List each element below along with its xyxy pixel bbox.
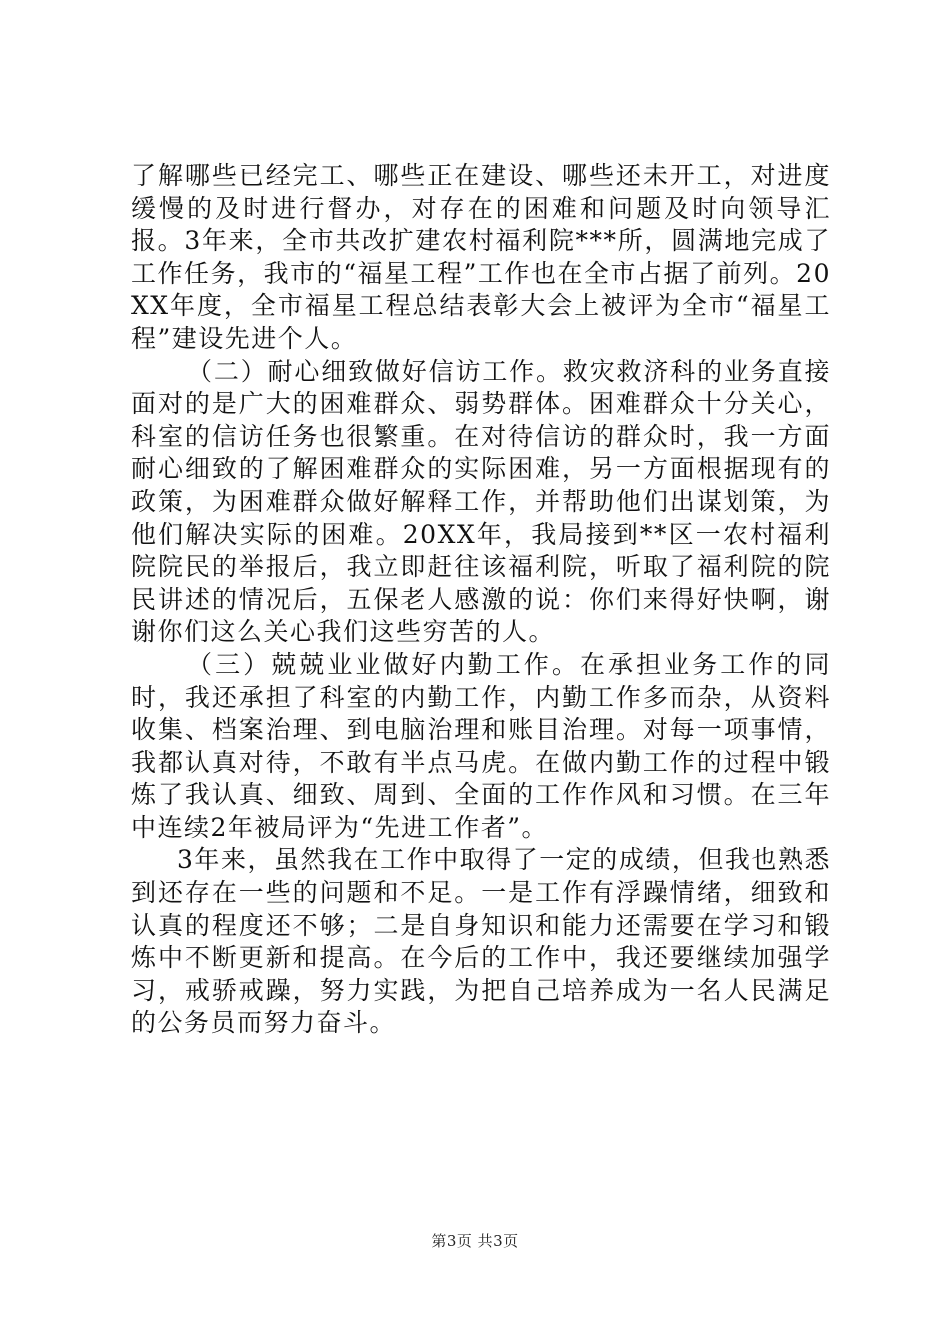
page-number-footer: 第3页 共3页 <box>431 1232 519 1250</box>
paragraph-summary: 3年来，虽然我在工作中取得了一定的成绩，但我也熟悉到还存在一些的问题和不足。一是工作有浮躁情绪，细致和认真的程度还不够；二是自身知识和能力还需要在学习和锻炼中不断更新和提高。在今后的工作中，我还要继续加强学习，戒骄戒躁，努力实践，为把自己培养成为一名人民满足的公务员而努力奋斗。 <box>131 845 831 1038</box>
paragraph-continuation: 了解哪些已经完工、哪些正在建设、哪些还未开工，对进度缓慢的及时进行督办，对存在的困难和问题及时向领导汇报。3年来，全市共改扩建农村福利院***所，圆满地完成了工作任务，我市的“福星工程”工作也在全市占据了前列。20XX年度，全市福星工程总结表彰大会上被评为全市“福星工程”建设先进个人。 <box>131 161 831 353</box>
paragraph-petition-work: （二）耐心细致做好信访工作。救灾救济科的业务直接面对的是广大的困难群众、弱势群体。困难群众十分关心，科室的信访任务也很繁重。在对待信访的群众时，我一方面耐心细致的了解困难群众的实际困难，另一方面根据现有的政策，为困难群众做好解释工作，并帮助他们出谋划策，为他们解决实际的困难。20XX年，我局接到**区一农村福利院院民的举报后，我立即赶往该福利院，听取了福利院的院民讲述的情况后，五保老人感激的说：你们来得好快啊，谢谢你们这么关心我们这些穷苦的人。 <box>131 356 831 647</box>
document-body <box>131 160 831 1040</box>
paragraph-internal-work: （三）兢兢业业做好内勤工作。在承担业务工作的同时，我还承担了科室的内勤工作，内勤工作多而杂，从资料收集、档案治理、到电脑治理和账目治理。对每一项事情，我都认真对待，不敢有半点马虎。在做内勤工作的过程中锻炼了我认真、细致、周到、全面的工作作风和习惯。在三年中连续2年被局评为“先进工作者”。 <box>131 649 831 842</box>
